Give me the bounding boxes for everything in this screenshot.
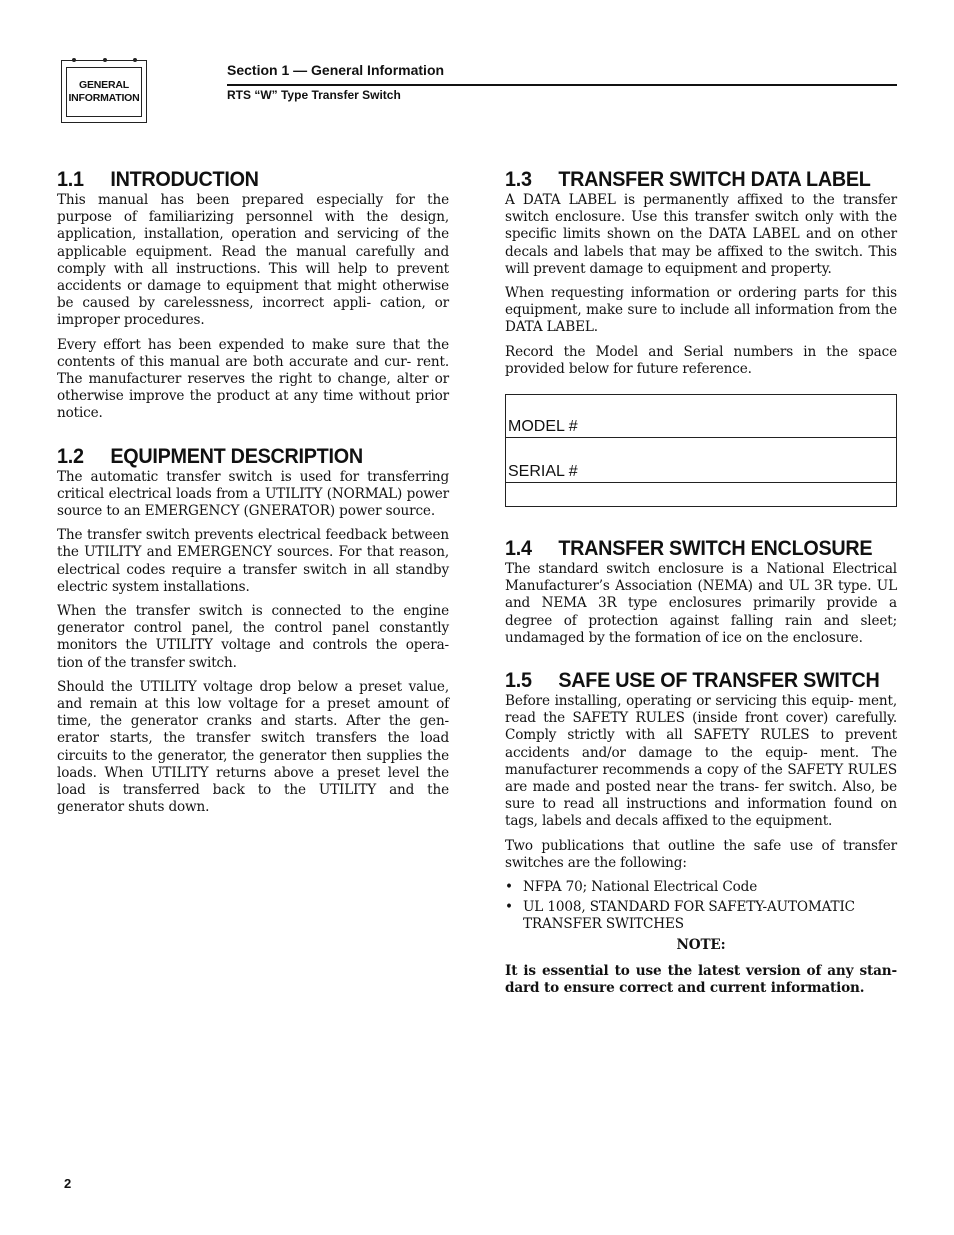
badge-line1: GENERAL xyxy=(79,79,129,91)
paragraph: Every effort has been expended to make sure that the contents of this manual are both accurate and cur- rent. The manufacturer reserves the right to change, alter or otherwise improve the product at any time without prior notice. xyxy=(57,336,449,422)
paragraph: A DATA LABEL is permanently affixed to the transfer switch enclosure. Use this transfer switch only with the specific limits shown on the DATA LABEL and on other decals and labels that may be affixed to the switch. This will prevent damage to equipment and property. xyxy=(505,192,897,277)
section-heading xyxy=(505,535,873,561)
section-number: 1.5 xyxy=(505,668,532,693)
bullet-icon: • xyxy=(505,879,513,896)
badge-frame xyxy=(66,67,142,117)
note-heading: NOTE: xyxy=(676,936,726,953)
paragraph: Should the UTILITY voltage drop below a preset value, and remain at this low voltage for a preset amount of time, the generator cranks and starts. After the gen- erator starts, the transfer switch transfers the load circuits to the generator, the generator then supplies the loads. When UTILITY returns above a preset level the load is transferred back to the UTILITY and the generator shuts down. xyxy=(57,678,449,816)
section-safe-use xyxy=(505,667,897,997)
badge-line2: INFORMATION xyxy=(68,92,140,104)
section-data-label xyxy=(505,166,897,507)
page-number: 2 xyxy=(64,1176,72,1191)
section-heading xyxy=(505,166,871,192)
paragraph: The automatic transfer switch is used for transferring critical electrical loads from a UTILITY (NORMAL) power source to an EMERGENCY (GNERATOR) power source. xyxy=(57,468,449,520)
section-title: Section 1 — General Information xyxy=(227,62,445,78)
paragraph: Before installing, operating or servicing this equip- ment, read the SAFETY RULES (inside front cover) carefully. Comply strictly with all SAFETY RULES to prevent accidents and/or damage to the equip- ment. The manufacturer recommends a copy of the SAFETY RULES are made and posted near the trans- fer switch. Also, be sure to read all instructions and information found on tags, labels and decals affixed to the equipment. xyxy=(505,693,897,830)
section-heading-text: INTRODUCTION xyxy=(110,167,259,191)
bullet-icon: • xyxy=(505,899,513,916)
section-number: 1.1 xyxy=(57,167,84,191)
section-heading xyxy=(57,166,418,192)
general-information-badge xyxy=(61,60,147,123)
section-heading-text: TRANSFER SWITCH ENCLOSURE xyxy=(558,536,873,561)
screw-icon xyxy=(133,58,137,62)
section-equipment-description xyxy=(57,443,449,817)
document-subtitle: RTS “W” Type Transfer Switch xyxy=(227,88,401,102)
list-item-text: UL 1008, STANDARD FOR SAFETY-AUTOMATIC TRANSFER SWITCHES xyxy=(523,899,855,933)
model-number-field[interactable] xyxy=(506,417,896,438)
section-heading xyxy=(57,443,418,469)
model-number-label: MODEL # xyxy=(508,418,578,436)
paragraph: Record the Model and Serial numbers in the space provided below for future reference. xyxy=(505,343,897,377)
publication-list xyxy=(505,879,897,934)
serial-number-label: SERIAL # xyxy=(508,463,578,481)
header-rule xyxy=(227,84,897,86)
screw-icon xyxy=(103,58,107,62)
screw-icon xyxy=(72,58,76,62)
list-item xyxy=(505,899,897,933)
paragraph: This manual has been prepared especially for the purpose of familiarizing personnel with the design, application, installation, operation and servicing of the applicable equipment. Read the manual carefully and comply with all instructions. This will help to prevent accidents or damage to equipment that might otherwise be caused by carelessness, incorrect appli- cation, or improper procedures. xyxy=(57,192,449,329)
right-column xyxy=(505,166,897,1004)
record-box xyxy=(505,394,897,507)
paragraph: The standard switch enclosure is a National Electrical Manufacturer’s Association (NEMA) and UL 3R type. UL and NEMA 3R type enclosures primarily provide a degree of protection against falling rain and sleet; undamaged by the formation of ice on the enclosure. xyxy=(505,561,897,646)
section-heading-text: SAFE USE OF TRANSFER SWITCH xyxy=(558,668,880,693)
section-number: 1.3 xyxy=(505,167,532,191)
paragraph: When requesting information or ordering parts for this equipment, make sure to include all information from the DATA LABEL. xyxy=(505,285,897,336)
paragraph: The transfer switch prevents electrical feedback between the UTILITY and EMERGENCY sources. For that reason, electrical codes require a transfer switch in all standby electric system installations. xyxy=(57,527,449,595)
section-enclosure xyxy=(505,535,897,647)
section-number: 1.2 xyxy=(57,443,84,468)
section-heading-text: TRANSFER SWITCH DATA LABEL xyxy=(558,167,871,191)
list-item-text: NFPA 70; National Electrical Code xyxy=(523,879,758,896)
serial-number-field[interactable] xyxy=(506,462,896,483)
section-heading xyxy=(505,667,880,693)
list-item xyxy=(505,879,897,896)
section-number: 1.4 xyxy=(505,536,532,561)
paragraph: When the transfer switch is connected to the engine generator control panel, the control panel constantly monitors the UTILITY voltage and controls the opera- tion of the transfer switch. xyxy=(57,603,449,671)
section-introduction xyxy=(57,166,449,423)
paragraph: Two publications that outline the safe use of transfer switches are the following: xyxy=(505,837,897,871)
note-body: It is essential to use the latest version of any stan- dard to ensure correct and current information. xyxy=(505,962,897,997)
section-heading-text: EQUIPMENT DESCRIPTION xyxy=(110,443,363,468)
left-column xyxy=(57,166,449,837)
